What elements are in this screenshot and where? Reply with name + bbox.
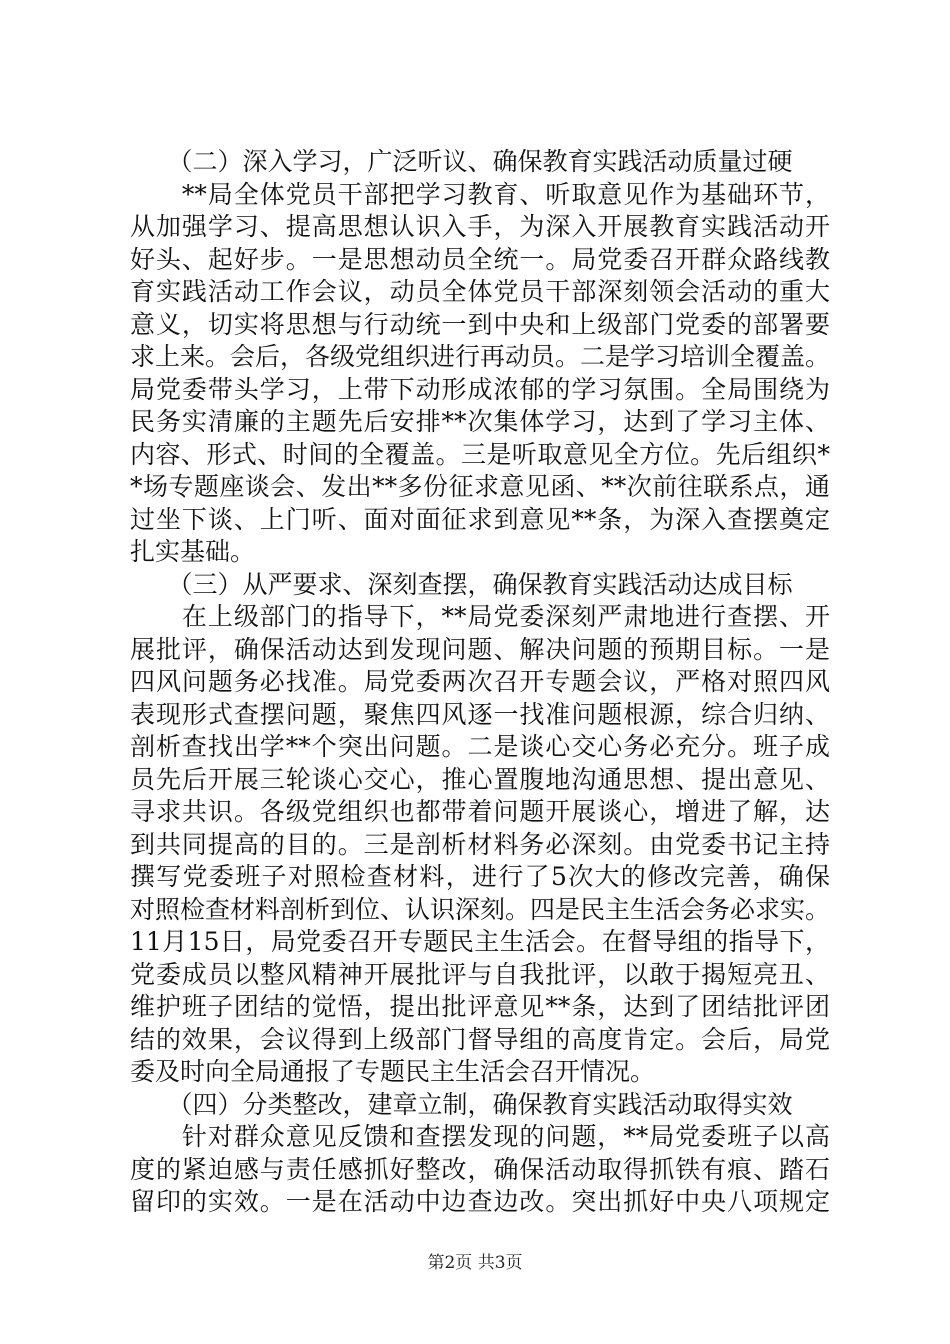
text-line: 过坐下谈、上门听、面对面征求到意见**条，为深入查摆奠定 xyxy=(130,504,830,534)
text-line: 委及时向全局通报了专题民主生活会召开情况。 xyxy=(130,1057,656,1086)
text-line: 维护班子团结的觉悟，提出批评意见**条，达到了团结批评团 xyxy=(130,992,830,1021)
page-footer: 第2页 共3页 xyxy=(427,1253,523,1273)
text-line: 撰写党委班子对照检查材料，进行了5次大的修改完善，确保 xyxy=(130,862,830,891)
section-heading: （四）分类整改，建章立制，确保教育实践活动取得实效 xyxy=(130,1089,793,1119)
text-line: 从加强学习、提高思想认识入手，为深入开展教育实践活动开 xyxy=(130,212,830,241)
text-line: 剖析查找出学**个突出问题。二是谈心交心务必充分。班子成 xyxy=(130,732,830,761)
text-line: 意义，切实将思想与行动统一到中央和上级部门党委的部署要 xyxy=(130,309,830,339)
text-line: 育实践活动工作会议，动员全体党员干部深刻领会活动的重大 xyxy=(130,277,830,306)
document-body xyxy=(130,146,830,1219)
text-line: 四风问题务必找准。局党委两次召开专题会议，严格对照四风 xyxy=(130,667,830,696)
section-heading: （二）深入学习，广泛听议、确保教育实践活动质量过硬 xyxy=(130,147,793,176)
text-line: 民务实清廉的主题先后安排**次集体学习，达到了学习主体、 xyxy=(130,407,830,436)
text-line: 度的紧迫感与责任感抓好整改，确保活动取得抓铁有痕、踏石 xyxy=(130,1154,830,1184)
text-line: 员先后开展三轮谈心交心，推心置腹地沟通思想、提出意见、 xyxy=(130,764,830,794)
text-line: 寻求共识。各级党组织也都带着问题开展谈心，增进了解，达 xyxy=(130,797,830,826)
text-line: 扎实基础。 xyxy=(130,537,256,566)
text-line: 在上级部门的指导下，**局党委深刻严肃地进行查摆、开 xyxy=(130,602,830,631)
text-line: 局党委带头学习，上带下动形成浓郁的学习氛围。全局围绕为 xyxy=(130,374,830,404)
section-heading: （三）从严要求、深刻查摆，确保教育实践活动达成目标 xyxy=(130,569,793,599)
text-line: *场专题座谈会、发出**多份征求意见函、**次前往联系点，通 xyxy=(130,472,830,501)
text-line: 好头、起好步。一是思想动员全统一。局党委召开群众路线教 xyxy=(130,244,830,274)
text-line: 展批评，确保活动达到发现问题、解决问题的预期目标。一是 xyxy=(130,634,830,664)
text-line: 11月15日，局党委召开专题民主生活会。在督导组的指导下， xyxy=(130,927,830,956)
text-line: 针对群众意见反馈和查摆发现的问题，**局党委班子以高 xyxy=(130,1122,830,1151)
text-line: 党委成员以整风精神开展批评与自我批评，以敢于揭短亮丑、 xyxy=(130,959,830,989)
text-line: 结的效果，会议得到上级部门督导组的高度肯定。会后，局党 xyxy=(130,1024,830,1054)
text-line: 留印的实效。一是在活动中边查边改。突出抓好中央八项规定 xyxy=(130,1187,830,1216)
text-line: 求上来。会后，各级党组织进行再动员。二是学习培训全覆盖。 xyxy=(130,342,830,371)
text-line: 表现形式查摆问题，聚焦四风逐一找准问题根源，综合归纳、 xyxy=(130,699,830,729)
text-line: **局全体党员干部把学习教育、听取意见作为基础环节， xyxy=(130,179,830,209)
text-line: 到共同提高的目的。三是剖析材料务必深刻。由党委书记主持 xyxy=(130,829,830,859)
text-line: 对照检查材料剖析到位、认识深刻。四是民主生活会务必求实。 xyxy=(130,894,830,924)
text-line: 内容、形式、时间的全覆盖。三是听取意见全方位。先后组织* xyxy=(130,439,830,469)
